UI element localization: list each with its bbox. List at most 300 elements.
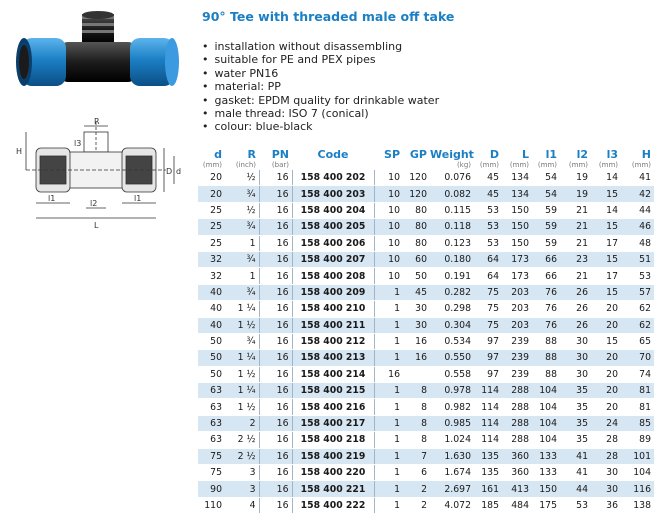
table-cell: 32 <box>198 251 225 267</box>
column-header: d <box>214 148 222 161</box>
table-cell: 114 <box>474 383 502 399</box>
table-cell: 36 <box>591 497 621 513</box>
table-cell: 1 ¼ <box>225 350 259 366</box>
dim-label-h: H <box>16 147 23 156</box>
table-cell: ¾ <box>225 333 259 349</box>
table-cell: 75 <box>474 301 502 317</box>
table-cell: 6 <box>403 465 430 481</box>
table-cell: 1 <box>374 497 403 513</box>
column-header: Weight <box>430 148 474 161</box>
column-unit <box>374 161 403 170</box>
table-cell: 30 <box>560 333 591 349</box>
table-cell: 203 <box>502 284 532 300</box>
table-cell: 2 <box>225 415 259 431</box>
table-cell: 59 <box>532 219 560 235</box>
column-unit: (mm) <box>479 161 499 169</box>
table-cell: 133 <box>532 465 560 481</box>
column-header: SP <box>384 148 400 161</box>
table-cell: 21 <box>560 202 591 218</box>
table-cell: 28 <box>591 432 621 448</box>
table-cell: 0.115 <box>430 202 474 218</box>
table-cell: 104 <box>532 415 560 431</box>
table-cell: 1 ¼ <box>225 383 259 399</box>
feature-item: • gasket: EPDM quality for drinkable water <box>202 94 439 107</box>
table-row <box>198 317 654 333</box>
table-cell: 4 <box>225 497 259 513</box>
table-cell: 16 <box>259 399 292 415</box>
table-cell: 288 <box>502 399 532 415</box>
table-cell: 10 <box>374 219 403 235</box>
table-row <box>198 399 654 415</box>
table-cell: 46 <box>621 219 654 235</box>
table-cell: 133 <box>532 448 560 464</box>
table-cell: 45 <box>474 186 502 202</box>
table-cell: 16 <box>259 350 292 366</box>
table-cell: 0.191 <box>430 268 474 284</box>
table-cell: 1 <box>374 383 403 399</box>
table-cell: 1.630 <box>430 448 474 464</box>
table-cell: 413 <box>502 481 532 497</box>
table-cell: 21 <box>560 219 591 235</box>
table-cell: 2.697 <box>430 481 474 497</box>
table-cell: 51 <box>621 251 654 267</box>
table-row <box>198 383 654 399</box>
tee-fitting-photo <box>10 8 185 108</box>
table-cell: 158 400 207 <box>292 251 374 267</box>
table-cell: 138 <box>621 497 654 513</box>
table-cell: 135 <box>474 448 502 464</box>
table-cell: 24 <box>591 415 621 431</box>
table-cell: 8 <box>403 399 430 415</box>
table-cell: 4.072 <box>430 497 474 513</box>
table-cell: 17 <box>591 235 621 251</box>
table-cell: 288 <box>502 383 532 399</box>
table-cell: ¾ <box>225 186 259 202</box>
table-cell: 88 <box>532 350 560 366</box>
dim-label-r: R <box>94 118 100 126</box>
column-header: D <box>489 148 499 161</box>
table-cell: 158 400 210 <box>292 301 374 317</box>
table-row <box>198 202 654 218</box>
table-cell: 21 <box>560 235 591 251</box>
table-cell: 8 <box>403 383 430 399</box>
table-row <box>198 350 654 366</box>
table-cell: 203 <box>502 301 532 317</box>
table-cell: 0.082 <box>430 186 474 202</box>
table-cell: 76 <box>532 301 560 317</box>
table-cell: 20 <box>591 317 621 333</box>
table-units-row <box>198 161 654 170</box>
table-cell: 161 <box>474 481 502 497</box>
table-cell: 288 <box>502 432 532 448</box>
table-cell: 104 <box>532 432 560 448</box>
table-cell: 32 <box>198 268 225 284</box>
table-cell: 8 <box>403 432 430 448</box>
table-cell: 134 <box>502 186 532 202</box>
table-cell: 60 <box>403 251 430 267</box>
table-cell: 114 <box>474 415 502 431</box>
table-cell: 20 <box>591 383 621 399</box>
column-header: l3 <box>606 148 618 161</box>
table-row <box>198 301 654 317</box>
table-cell: 158 400 212 <box>292 333 374 349</box>
table-cell: 1.674 <box>430 465 474 481</box>
table-row <box>198 497 654 513</box>
table-cell: 42 <box>621 186 654 202</box>
table-cell: 239 <box>502 366 532 382</box>
table-cell: 35 <box>560 399 591 415</box>
table-cell: 15 <box>591 333 621 349</box>
table-cell: 150 <box>532 481 560 497</box>
table-cell: 16 <box>259 284 292 300</box>
table-cell: 360 <box>502 465 532 481</box>
table-cell: 484 <box>502 497 532 513</box>
table-cell: 158 400 220 <box>292 465 374 481</box>
table-cell: 21 <box>560 268 591 284</box>
table-cell: 150 <box>502 235 532 251</box>
table-cell: 48 <box>621 235 654 251</box>
table-cell: 40 <box>198 284 225 300</box>
table-cell: 35 <box>560 383 591 399</box>
column-unit: (bar) <box>271 161 289 169</box>
table-cell: ¾ <box>225 284 259 300</box>
table-cell: 2 ½ <box>225 432 259 448</box>
table-cell: 110 <box>198 497 225 513</box>
table-cell: 203 <box>502 317 532 333</box>
table-cell: 41 <box>560 465 591 481</box>
table-cell: 104 <box>621 465 654 481</box>
table-row <box>198 432 654 448</box>
table-cell: 14 <box>591 170 621 186</box>
column-unit: (mm) <box>598 161 618 169</box>
table-cell: 35 <box>560 432 591 448</box>
table-cell: 97 <box>474 333 502 349</box>
table-cell: 63 <box>198 399 225 415</box>
table-cell: 16 <box>259 415 292 431</box>
table-cell: 80 <box>403 235 430 251</box>
table-row <box>198 465 654 481</box>
dim-label-l1-right: l1 <box>134 194 142 203</box>
table-cell: 45 <box>403 284 430 300</box>
table-cell: 104 <box>532 399 560 415</box>
table-cell: 20 <box>591 350 621 366</box>
table-cell: 53 <box>560 497 591 513</box>
table-cell: 85 <box>621 415 654 431</box>
table-cell: 64 <box>474 251 502 267</box>
table-cell: 150 <box>502 219 532 235</box>
column-header: l1 <box>545 148 557 161</box>
table-cell: 26 <box>560 284 591 300</box>
table-cell: 54 <box>532 170 560 186</box>
table-cell: 16 <box>374 366 403 382</box>
column-header: GP <box>409 148 427 161</box>
table-cell: 1 <box>374 481 403 497</box>
table-cell: 104 <box>532 383 560 399</box>
table-cell: 20 <box>591 366 621 382</box>
table-cell: 30 <box>591 465 621 481</box>
table-cell: 50 <box>198 366 225 382</box>
table-cell: 135 <box>474 465 502 481</box>
table-cell: 45 <box>474 170 502 186</box>
table-cell: 80 <box>403 219 430 235</box>
table-cell: 64 <box>474 268 502 284</box>
table-cell: 1 ½ <box>225 399 259 415</box>
table-cell: 158 400 206 <box>292 235 374 251</box>
table-row <box>198 268 654 284</box>
table-cell: 16 <box>259 432 292 448</box>
feature-item: • installation without disassembling <box>202 40 439 53</box>
spec-table <box>198 148 654 514</box>
table-cell: 7 <box>403 448 430 464</box>
table-cell: 15 <box>591 219 621 235</box>
table-cell: 185 <box>474 497 502 513</box>
table-cell: 0.985 <box>430 415 474 431</box>
table-cell: 0.550 <box>430 350 474 366</box>
table-cell: 63 <box>198 432 225 448</box>
table-cell: 1 <box>225 235 259 251</box>
column-unit: (mm) <box>509 161 529 169</box>
dim-label-d-outer: D <box>166 167 173 176</box>
table-cell: 114 <box>474 432 502 448</box>
table-cell: 101 <box>621 448 654 464</box>
dim-label-l: L <box>94 221 99 230</box>
table-cell: 26 <box>560 301 591 317</box>
table-cell: 30 <box>403 317 430 333</box>
table-row <box>198 186 654 202</box>
table-cell: 15 <box>591 284 621 300</box>
table-cell: 16 <box>259 481 292 497</box>
table-cell: 0.982 <box>430 399 474 415</box>
table-cell: 114 <box>474 399 502 415</box>
technical-drawing <box>6 118 186 233</box>
table-cell: 1 <box>374 448 403 464</box>
table-cell: 28 <box>591 448 621 464</box>
table-cell: 158 400 203 <box>292 186 374 202</box>
table-cell: 158 400 219 <box>292 448 374 464</box>
table-cell: ½ <box>225 202 259 218</box>
table-cell: 53 <box>474 235 502 251</box>
table-cell: 10 <box>374 186 403 202</box>
table-cell: ¾ <box>225 251 259 267</box>
table-cell: 120 <box>403 186 430 202</box>
table-cell: 3 <box>225 481 259 497</box>
table-cell: 30 <box>403 301 430 317</box>
table-cell: 54 <box>532 186 560 202</box>
table-cell: 16 <box>259 497 292 513</box>
table-cell: 76 <box>532 317 560 333</box>
table-cell: 90 <box>198 481 225 497</box>
table-cell: 0.304 <box>430 317 474 333</box>
table-cell: 44 <box>621 202 654 218</box>
table-cell: 116 <box>621 481 654 497</box>
table-cell: 134 <box>502 170 532 186</box>
table-cell: 239 <box>502 350 532 366</box>
table-cell <box>403 366 430 382</box>
column-header: Code <box>317 148 349 161</box>
table-cell: 158 400 211 <box>292 317 374 333</box>
table-row <box>198 333 654 349</box>
table-cell: 74 <box>621 366 654 382</box>
table-cell: 81 <box>621 399 654 415</box>
table-row <box>198 170 654 186</box>
table-cell: 20 <box>591 399 621 415</box>
table-row <box>198 284 654 300</box>
table-cell: 16 <box>259 333 292 349</box>
column-unit: (mm) <box>537 161 557 169</box>
table-cell: ¾ <box>225 219 259 235</box>
table-cell: 0.282 <box>430 284 474 300</box>
feature-item: • water PN16 <box>202 67 439 80</box>
table-cell: 88 <box>532 366 560 382</box>
feature-item: • male thread: ISO 7 (conical) <box>202 107 439 120</box>
table-cell: 41 <box>621 170 654 186</box>
table-cell: 15 <box>591 186 621 202</box>
table-cell: 16 <box>259 366 292 382</box>
table-cell: 26 <box>560 317 591 333</box>
dim-label-d-inner: d <box>176 167 182 176</box>
table-cell: 0.118 <box>430 219 474 235</box>
table-cell: 30 <box>560 366 591 382</box>
table-cell: 16 <box>259 448 292 464</box>
table-cell: 65 <box>621 333 654 349</box>
table-cell: 16 <box>259 186 292 202</box>
table-cell: 57 <box>621 284 654 300</box>
table-cell: 16 <box>403 333 430 349</box>
table-cell: 8 <box>403 415 430 431</box>
table-cell: 63 <box>198 415 225 431</box>
table-cell: 150 <box>502 202 532 218</box>
table-cell: 1 <box>374 432 403 448</box>
table-cell: 66 <box>532 251 560 267</box>
table-cell: 25 <box>198 202 225 218</box>
table-row <box>198 448 654 464</box>
table-cell: 158 400 208 <box>292 268 374 284</box>
table-cell: 40 <box>198 301 225 317</box>
table-cell: 89 <box>621 432 654 448</box>
table-cell: 158 400 218 <box>292 432 374 448</box>
table-cell: 97 <box>474 350 502 366</box>
table-row <box>198 366 654 382</box>
table-cell: 10 <box>374 202 403 218</box>
table-cell: 75 <box>474 284 502 300</box>
table-cell: 0.978 <box>430 383 474 399</box>
table-cell: 23 <box>560 251 591 267</box>
table-cell: 1 <box>374 399 403 415</box>
table-cell: ½ <box>225 170 259 186</box>
table-cell: 17 <box>591 268 621 284</box>
table-cell: 16 <box>259 317 292 333</box>
table-cell: 0.123 <box>430 235 474 251</box>
table-cell: 62 <box>621 317 654 333</box>
table-cell: 158 400 205 <box>292 219 374 235</box>
column-header: L <box>521 148 529 161</box>
dim-label-l2: l2 <box>90 199 98 208</box>
table-cell: 14 <box>591 202 621 218</box>
feature-item: • suitable for PE and PEX pipes <box>202 53 439 66</box>
table-cell: 75 <box>198 465 225 481</box>
table-row <box>198 235 654 251</box>
table-cell: 158 400 217 <box>292 415 374 431</box>
column-unit: (inch) <box>235 161 256 169</box>
table-cell: 16 <box>259 268 292 284</box>
table-cell: 360 <box>502 448 532 464</box>
column-unit <box>403 161 430 170</box>
table-cell: 173 <box>502 251 532 267</box>
table-cell: 75 <box>474 317 502 333</box>
table-cell: 16 <box>403 350 430 366</box>
table-cell: 50 <box>198 333 225 349</box>
table-row <box>198 481 654 497</box>
table-cell: 158 400 222 <box>292 497 374 513</box>
table-cell: 53 <box>474 219 502 235</box>
table-header-row <box>198 148 654 161</box>
table-cell: 16 <box>259 202 292 218</box>
table-cell: 50 <box>403 268 430 284</box>
table-row <box>198 415 654 431</box>
table-cell: 158 400 213 <box>292 350 374 366</box>
table-cell: 20 <box>198 186 225 202</box>
table-cell: 158 400 214 <box>292 366 374 382</box>
table-cell: 1 <box>374 333 403 349</box>
table-cell: 1 <box>374 317 403 333</box>
table-cell: 59 <box>532 202 560 218</box>
column-unit: (kg) <box>457 161 471 169</box>
table-cell: 158 400 202 <box>292 170 374 186</box>
table-cell: 88 <box>532 333 560 349</box>
table-cell: 120 <box>403 170 430 186</box>
column-unit <box>292 161 374 170</box>
table-cell: 1 <box>374 465 403 481</box>
table-cell: 19 <box>560 186 591 202</box>
table-cell: 16 <box>259 301 292 317</box>
table-cell: 62 <box>621 301 654 317</box>
table-cell: 16 <box>259 235 292 251</box>
column-unit: (mm) <box>202 161 222 169</box>
table-cell: 158 400 216 <box>292 399 374 415</box>
table-row <box>198 219 654 235</box>
table-cell: 76 <box>532 284 560 300</box>
table-cell: 2 ½ <box>225 448 259 464</box>
table-cell: 1 ½ <box>225 366 259 382</box>
feature-list <box>202 40 439 134</box>
table-cell: 288 <box>502 415 532 431</box>
table-cell: 15 <box>591 251 621 267</box>
table-cell: 10 <box>374 170 403 186</box>
table-cell: 63 <box>198 383 225 399</box>
dim-label-l3: l3 <box>74 139 82 148</box>
table-cell: 239 <box>502 333 532 349</box>
product-title: 90° Tee with threaded male off take <box>202 9 455 24</box>
table-cell: 50 <box>198 350 225 366</box>
table-cell: 59 <box>532 235 560 251</box>
table-cell: 1 <box>374 284 403 300</box>
table-cell: 1 ½ <box>225 317 259 333</box>
column-header: PN <box>271 148 289 161</box>
table-cell: 10 <box>374 251 403 267</box>
table-cell: 20 <box>591 301 621 317</box>
table-cell: 0.558 <box>430 366 474 382</box>
table-cell: 158 400 209 <box>292 284 374 300</box>
dim-label-l1-left: l1 <box>48 194 56 203</box>
table-cell: 1 <box>374 415 403 431</box>
table-cell: 175 <box>532 497 560 513</box>
column-header: H <box>641 148 651 161</box>
column-unit: (mm) <box>631 161 651 169</box>
table-cell: 158 400 215 <box>292 383 374 399</box>
table-cell: 2 <box>403 481 430 497</box>
table-cell: 3 <box>225 465 259 481</box>
column-header: R <box>247 148 256 161</box>
